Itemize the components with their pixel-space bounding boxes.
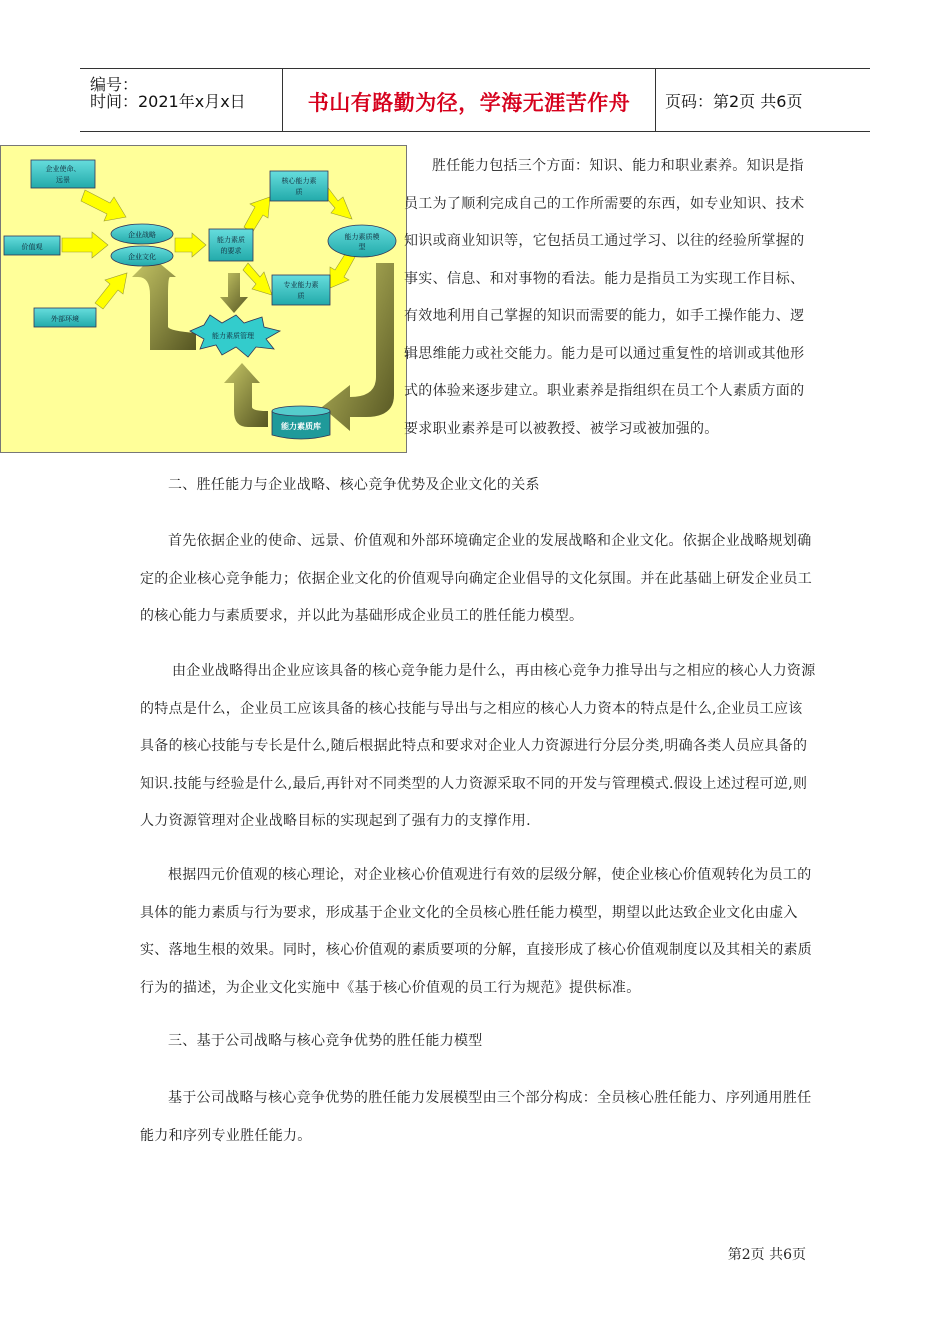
node-core-label: 核心能力素 bbox=[281, 177, 317, 185]
node-pro-label: 专业能力素 bbox=[283, 281, 319, 289]
node-db-label: 能力素质库 bbox=[281, 422, 321, 431]
svg-text:的要求: 的要求 bbox=[220, 247, 242, 255]
node-pro bbox=[272, 275, 330, 305]
svg-text:质: 质 bbox=[297, 292, 305, 300]
node-model-label: 能力素质模 bbox=[344, 233, 380, 241]
side-paragraph bbox=[404, 148, 814, 448]
page-header bbox=[80, 68, 870, 132]
code-label: 编号： bbox=[90, 75, 139, 94]
node-core bbox=[270, 171, 328, 201]
paragraph-3: 根据四元价值观的核心理论，对企业核心价值观进行有效的层级分解，使企业核心价值观转化为员工的具体的能力素质与行为要求，形成基于企业文化的全员核心胜任能力模型，期望以此达致企业文化由虚入实、落地生根的效果。同时，核心价值观的素质要项的分解，直接形成了核心价值观制度以及其相关的素质行为的描述，为企业文化实施中《基于核心价值观的员工行为规范》提供标准。 bbox=[140, 867, 813, 996]
node-values-label: 价值观 bbox=[21, 243, 43, 251]
page-footer: 第2页 共6页 bbox=[727, 1247, 806, 1263]
header-motto-cell bbox=[282, 69, 656, 131]
node-db bbox=[272, 406, 330, 439]
node-req-label: 能力素质 bbox=[217, 236, 245, 244]
svg-text:质: 质 bbox=[295, 188, 303, 196]
header-meta bbox=[80, 69, 282, 131]
heading-section-3: 三、基于公司战略与核心竞争优势的胜任能力模型 bbox=[168, 1033, 483, 1049]
paragraph-4: 基于公司战略与核心竞争优势的胜任能力发展模型由三个部分构成：全员核心胜任能力、序列通用胜任能力和序列专业胜任能力。 bbox=[140, 1090, 812, 1144]
node-mission-label: 企业使命、 bbox=[45, 165, 81, 173]
paragraph-1: 首先依据企业的使命、远景、价值观和外部环境确定企业的发展战略和企业文化。依据企业战略规划确定的企业核心竞争能力；依据企业文化的价值观导向确定企业倡导的文化氛围。并在此基础上研发企业员工的核心能力与素质要求，并以此为基础形成企业员工的胜任能力模型。 bbox=[140, 533, 813, 624]
node-env-label: 外部环境 bbox=[51, 315, 79, 323]
paragraph-2: 由企业战略得出企业应该具备的核心竞争能力是什么，再由核心竞争力推导出与之相应的核心人力资源的特点是什么，企业员工应该具备的核心技能与导出与之相应的核心人力资本的特点是什么,企业员工应该具备的核心技能与专长是什么,随后根据此特点和要求对企业人力资源进行分层分类,明确各类人员应具备的知识.技能与经验是什么,最后,再针对不同类型的人力资源采取不同的开发与管理模式.假设上述过程可逆,则人力资源管理对企业战略目标的实现起到了强有力的支撑作用. bbox=[140, 663, 816, 829]
node-model bbox=[328, 225, 396, 257]
svg-text:远景: 远景 bbox=[56, 176, 70, 184]
node-mgmt-label: 能力素质管理 bbox=[212, 332, 254, 340]
node-req bbox=[209, 229, 253, 261]
page-label: 页码：第2页 共6页 bbox=[665, 92, 803, 111]
node-strategy-label: 企业战略 bbox=[128, 231, 156, 239]
heading-section-2: 二、胜任能力与企业战略、核心竞争优势及企业文化的关系 bbox=[168, 477, 540, 493]
competency-diagram bbox=[0, 145, 407, 453]
svg-text:型: 型 bbox=[358, 243, 366, 251]
motto: 书山有路勤为径，学海无涯苦作舟 bbox=[307, 91, 631, 115]
side-text: 胜任能力包括三个方面：知识、能力和职业素养。知识是指员工为了顺利完成自己的工作所需要的东西，如专业知识、技术知识或商业知识等，它包括员工通过学习、以往的经验所掌握的事实、信息、和对事物的看法。能力是指员工为实现工作目标、有效地利用自己掌握的知识而需要的能力，如手工操作能力、逻辑思维能力或社交能力。能力是可以通过重复性的培训或其他形式的体验来逐步建立。职业素养是指组织在员工个人素质方面的要求职业素养是可以被教授、被学习或被加强的。 bbox=[404, 158, 805, 437]
header-page-cell bbox=[655, 69, 870, 131]
time-label: 时间：2021年x月x日 bbox=[90, 92, 246, 111]
node-culture-label: 企业文化 bbox=[128, 253, 156, 261]
